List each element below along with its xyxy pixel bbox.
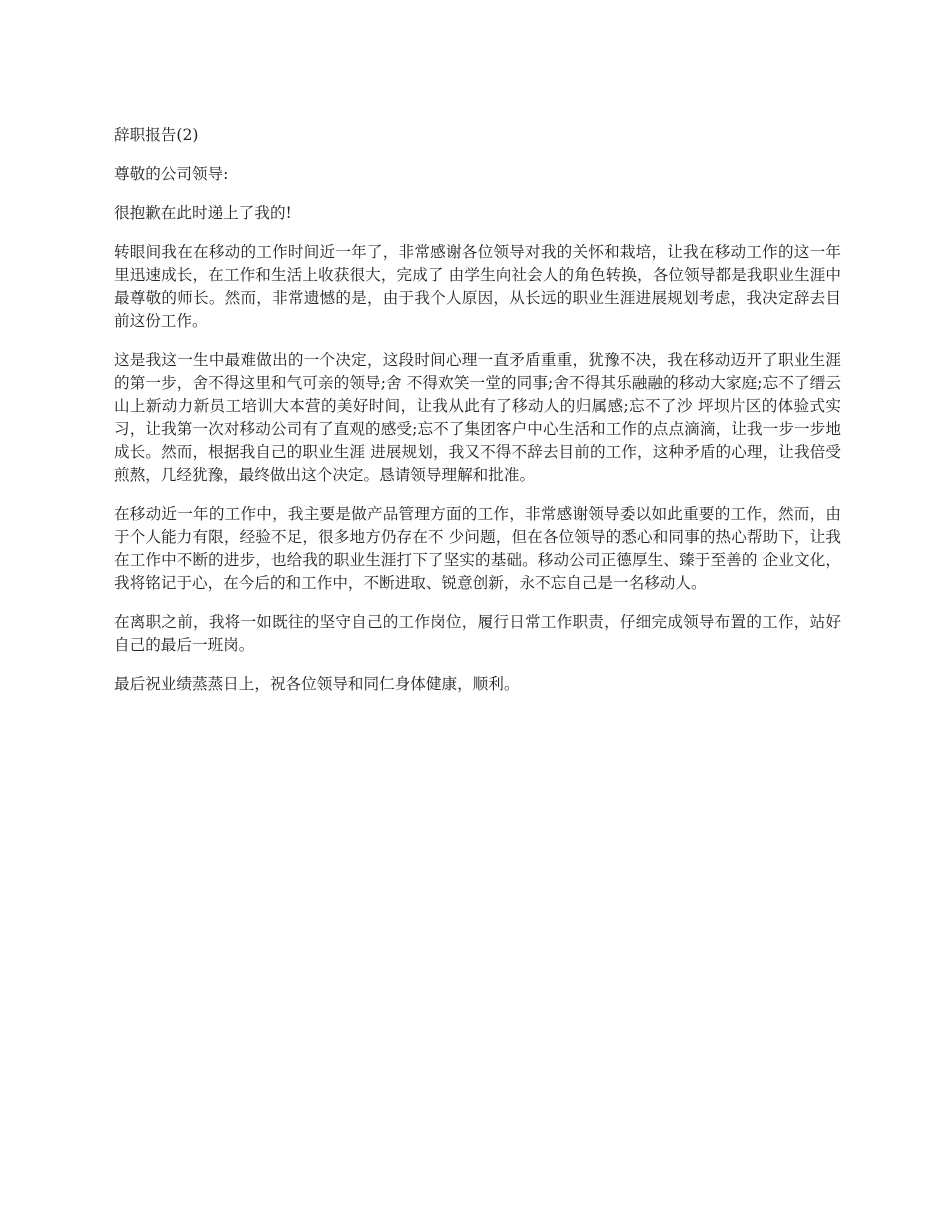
paragraph-background: 转眼间我在在移动的工作时间近一年了，非常感谢各位领导对我的关怀和栽培，让我在移动工作的这一年里迅速成长，在工作和生活上收获很大，完成了 由学生向社会人的角色转换，各位领导都是我职业生涯中最尊敬的师长。然而，非常遗憾的是，由于我个人原因，从长远的职业生涯进展规划考虑，我决定辞去目前这份工作。 (114, 243, 841, 330)
paragraph-decision: 这是我这一生中最难做出的一个决定，这段时间心理一直矛盾重重，犹豫不决，我在移动迈开了职业生涯的第一步，舍不得这里和气可亲的领导;舍 不得欢笑一堂的同事;舍不得其乐融融的移动大家庭;忘不了缙云山上新动力新员工培训大本营的美好时间，让我从此有了移动人的归属感;忘不了沙 坪坝片区的体验式实习，让我第一次对移动公司有了直观的感受;忘不了集团客户中心生活和工作的点点滴滴，让我一步一步地成长。然而，根据我自己的职业生涯 进展规划，我又不得不辞去目前的工作，这种矛盾的心理，让我倍受煎熬，几经犹豫，最终做出这个决定。恳请领导理解和批准。 (114, 351, 841, 484)
paragraph-gratitude: 在移动近一年的工作中，我主要是做产品管理方面的工作，非常感谢领导委以如此重要的工作，然而，由于个人能力有限，经验不足，很多地方仍存在不 少问题，但在各位领导的悉心和同事的热心帮助下，让我在工作中不断的进步，也给我的职业生涯打下了坚实的基础。移动公司正德厚生、臻于至善的 企业文化，我将铭记于心，在今后的和工作中，不断进取、锐意创新，永不忘自己是一名移动人。 (114, 505, 841, 592)
paragraph-apology: 很抱歉在此时递上了我的! (114, 204, 292, 222)
document-body (114, 124, 841, 712)
document-title: 辞职报告(2) (114, 126, 199, 144)
paragraph-closing: 最后祝业绩蒸蒸日上，祝各位领导和同仁身体健康，顺利。 (114, 675, 520, 693)
salutation: 尊敬的公司领导: (114, 165, 229, 183)
paragraph-commitment: 在离职之前，我将一如既往的坚守自己的工作岗位，履行日常工作职责，仔细完成领导布置的工作，站好自己的最后一班岗。 (114, 613, 841, 654)
